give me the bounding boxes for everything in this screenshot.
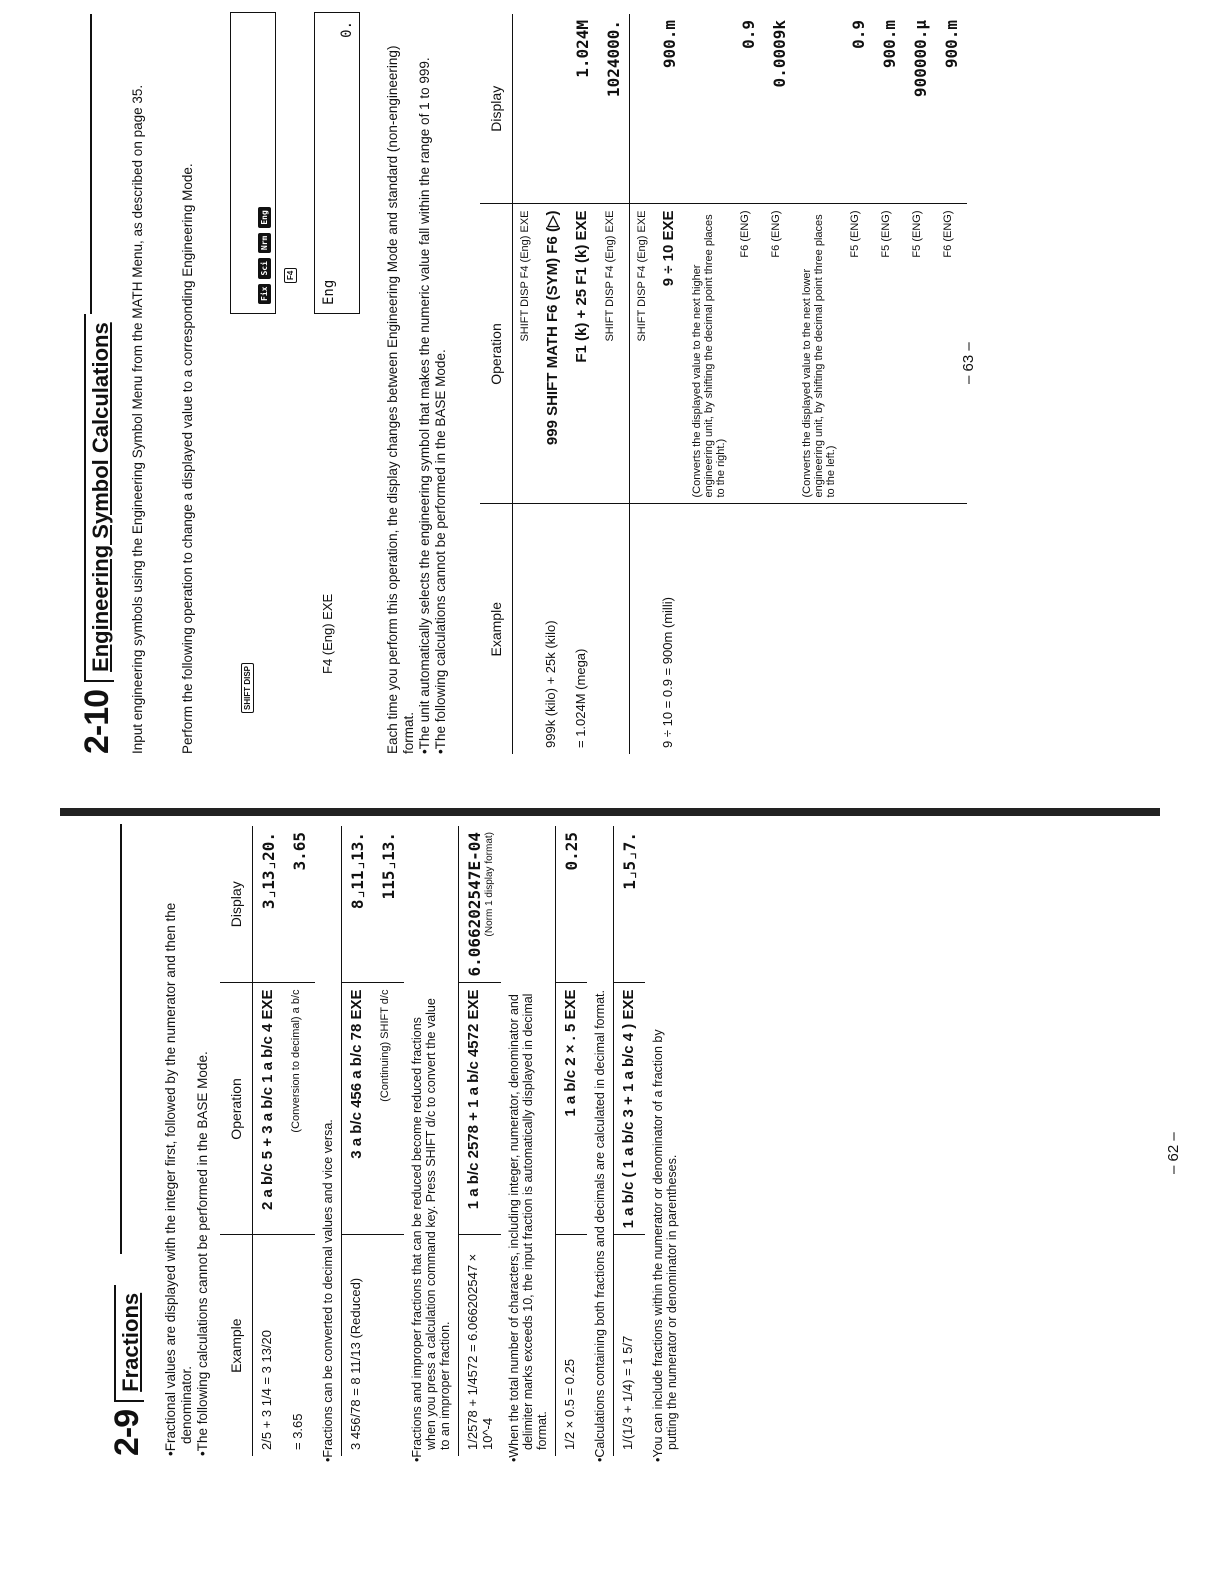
table-row: F6 (ENG) 900.m: [936, 14, 967, 754]
col-example: Example: [220, 1235, 253, 1456]
table-row: (Converts the displayed value to the next lower engineering unit, by shifting the decimal point three places to the left.): [795, 14, 843, 754]
fractions-table: [220, 826, 685, 1462]
table-row: (Converts the displayed value to the next higher engineering unit, by shifting the decimal point three places to the right.): [685, 14, 733, 754]
table-row: 1/2578 + 1/4572 = 6.066202547 × 10^-4 1 a b/c 2578 + 1 a b/c 4572 EXE 6.066202547E-04 (Norm 1 display format): [459, 826, 502, 1456]
section-title: Fractions: [118, 1292, 143, 1392]
table-row: F5 (ENG) 900000.μ: [905, 14, 936, 754]
table-row: 9 ÷ 10 = 0.9 = 900m (milli) 9 ÷ 10 EXE 900.m: [654, 14, 685, 754]
steps-area: [230, 14, 370, 754]
table-row: •You can include fractions within the numerator or denominator of a fraction by putting the numerator or denominator in parentheses.: [651, 1029, 679, 1462]
after-text: Each time you perform this operation, the display changes between Engineering Mode and standard (non-engineering) format. •The unit automatically selects the engineering symbol that makes the numeric value fall within the range of 1 to 999. •The following calculations cannot be performed in the BASE Mode.: [385, 45, 448, 754]
table-row: F6 (ENG) 0.0009k: [764, 14, 795, 754]
col-operation: Operation: [480, 204, 513, 504]
engineering-table: [480, 14, 967, 754]
menu-eng: Eng: [258, 207, 271, 227]
table-row: (Continuing) SHIFT d/c 115⌟13.: [373, 826, 404, 1456]
step1-keys: [240, 662, 254, 714]
page-number: – 63 –: [960, 342, 977, 384]
table-row: F5 (ENG) 0.9: [843, 14, 874, 754]
intro-text: •Fractional values are displayed with the integer first, followed by the numerator and then the denominator. •The following calculations cannot be performed in the BASE Mode.: [163, 902, 210, 1456]
perform-text: Perform the following operation to change a displayed value to a corresponding Engineering Mode.: [180, 163, 195, 754]
shift-key: SHIFT DISP: [241, 663, 254, 713]
col-display: Display: [480, 14, 513, 204]
section-title: Engineering Symbol Calculations: [88, 322, 113, 672]
menu-sci: Sci: [258, 258, 271, 278]
display-screen-2: [314, 12, 360, 314]
table-row: •Fractions can be converted to decimal values and vice versa.: [321, 1119, 335, 1462]
intro-text: Input engineering symbols using the Engineering Symbol Menu from the MATH Menu, as described on page 35.: [130, 84, 145, 754]
table-row: •Fractions and improper fractions that can be reduced become reduced fractions when you press a calculation command key. Press SHIFT d/c to convert the value to an improper fraction.: [410, 998, 452, 1462]
fkey-label: F4: [282, 267, 300, 284]
table-row: SHIFT DISP F4 (Eng) EXE: [630, 14, 655, 754]
col-display: Display: [220, 826, 253, 983]
section-heading-engineering: [80, 314, 114, 754]
table-row: •When the total number of characters, including integer, numerator, denominator and delimiter marks exceeds 10, the input fraction is automatically displayed in decimal format.: [507, 993, 549, 1462]
menu-nrm: Nrm: [258, 233, 271, 253]
col-operation: Operation: [220, 983, 253, 1235]
section-number: 2-9: [108, 1409, 146, 1456]
section-heading-fractions: [110, 1285, 144, 1456]
table-row: 2/5 + 3 1/4 = 3 13/20 2 a b/c 5 + 3 a b/c 1 a b/c 4 EXE 3⌟13⌟20.: [253, 826, 285, 1456]
table-row: 999k (kilo) + 25k (kilo) 999 SHIFT MATH F6 (SYM) F6 (▷): [537, 14, 567, 754]
table-row: F6 (ENG) 0.9: [733, 14, 764, 754]
table-row: 1/2 × 0.5 = 0.25 1 a b/c 2 × . 5 EXE 0.25: [556, 826, 588, 1456]
page-62: [0, 814, 1224, 1584]
col-example: Example: [480, 504, 513, 754]
table-row: 1/(1/3 + 1/4) = 1 5/7 1 a b/c ( 1 a b/c 3 + 1 a b/c 4 ) EXE 1⌟5⌟7.: [614, 826, 646, 1456]
function-menu: [258, 206, 271, 305]
display-screen-1: [230, 12, 276, 314]
table-row: SHIFT DISP F4 (Eng) EXE 1024000.: [598, 14, 630, 754]
table-row: = 1.024M (mega) F1 (k) + 25 F1 (k) EXE 1.024M: [567, 14, 598, 754]
section-number: 2-10: [78, 689, 116, 754]
page-number: – 62 –: [1165, 1132, 1182, 1174]
heading-rule: [90, 14, 92, 314]
table-row: •Calculations containing both fractions and decimals are calculated in decimal format.: [593, 990, 607, 1462]
table-row: F5 (ENG) 900.m: [874, 14, 905, 754]
screen-label: Eng: [321, 279, 337, 305]
menu-fix: Fix: [258, 284, 271, 304]
table-row: SHIFT DISP F4 (Eng) EXE: [513, 14, 538, 754]
heading-rule: [120, 824, 122, 1254]
table-row: 3 456/78 = 8 11/13 (Reduced) 3 a b/c 456 a b/c 78 EXE 8⌟11⌟13.: [342, 826, 374, 1456]
screen-value: 0.: [339, 21, 355, 38]
step2-keys: F4 (Eng) EXE: [320, 593, 335, 674]
table-row: = 3.65 (Conversion to decimal) a b/c 3.65: [284, 826, 315, 1456]
